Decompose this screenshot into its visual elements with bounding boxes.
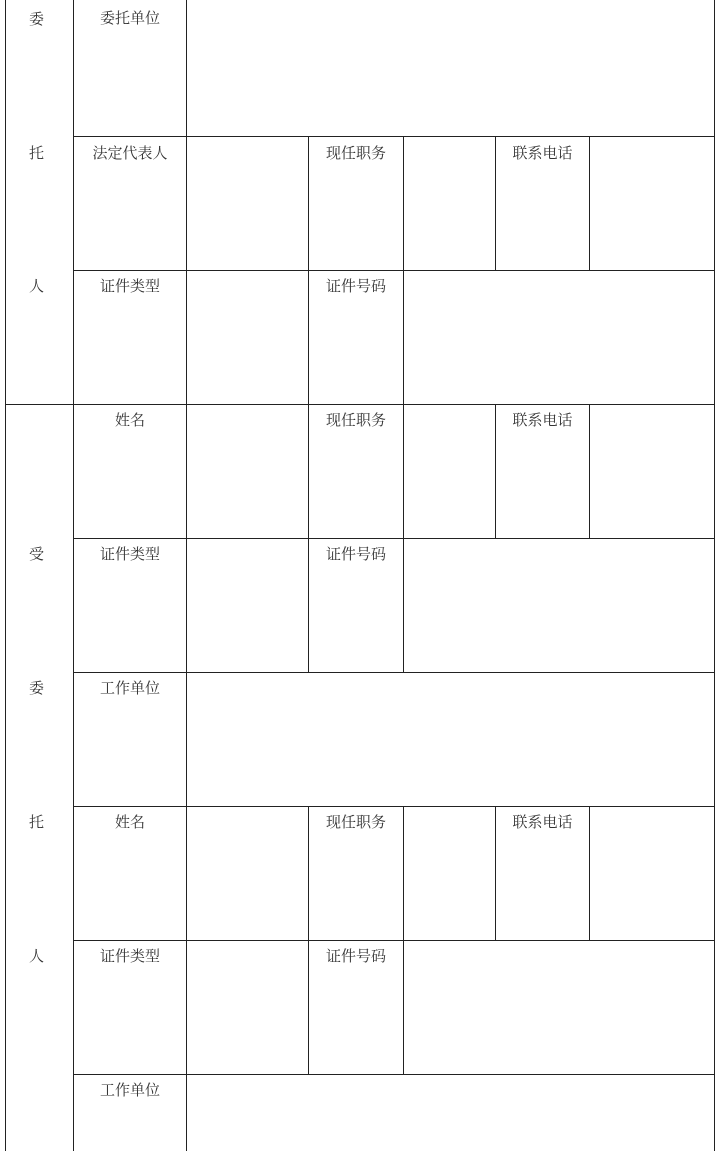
principal-side-char: 托 (28, 144, 44, 162)
agent1-name-label: 姓名 (114, 411, 145, 429)
col-line (308, 136, 309, 404)
col-line (308, 806, 309, 1074)
principal-idtype-label: 证件类型 (99, 277, 160, 295)
agent-side-char: 托 (28, 813, 44, 831)
agent2-name-field[interactable] (187, 807, 308, 940)
principal-phone-label: 联系电话 (512, 144, 573, 162)
agent2-idnum-label: 证件号码 (325, 947, 386, 965)
principal-idnum-label: 证件号码 (325, 277, 386, 295)
col-line (308, 404, 309, 672)
agent2-idtype-field[interactable] (187, 941, 308, 1074)
principal-side-char: 委 (28, 10, 44, 28)
principal-side-char: 人 (28, 277, 44, 295)
agent2-phone-field[interactable] (590, 807, 714, 940)
agent1-idnum-field[interactable] (404, 539, 714, 672)
agent1-phone-label: 联系电话 (512, 411, 573, 429)
table-border-left (5, 0, 6, 1151)
table-divider-side (73, 0, 74, 1151)
table-border-right (714, 0, 715, 1151)
agent-side-char: 受 (28, 545, 44, 563)
agent1-name-field[interactable] (187, 405, 308, 538)
agent2-work-field[interactable] (187, 1075, 714, 1151)
agent2-phone-label: 联系电话 (512, 813, 573, 831)
principal-rep-label: 法定代表人 (92, 144, 168, 162)
agent1-idtype-field[interactable] (187, 539, 308, 672)
agent1-work-label: 工作单位 (99, 679, 160, 697)
agent2-idtype-label: 证件类型 (99, 947, 160, 965)
agent2-work-label: 工作单位 (99, 1081, 160, 1099)
principal-unit-label: 委托单位 (99, 9, 160, 27)
agent2-idnum-field[interactable] (404, 941, 714, 1074)
agent2-name-label: 姓名 (114, 813, 145, 831)
agent2-position-label: 现任职务 (325, 813, 386, 831)
agent1-idtype-label: 证件类型 (99, 545, 160, 563)
agent1-phone-field[interactable] (590, 405, 714, 538)
principal-unit-field[interactable] (187, 1, 714, 136)
agent-side-char: 委 (28, 679, 44, 697)
principal-position-field[interactable] (404, 137, 495, 270)
agent1-position-field[interactable] (404, 405, 495, 538)
agent2-position-field[interactable] (404, 807, 495, 940)
principal-idnum-field[interactable] (404, 271, 714, 404)
agent1-position-label: 现任职务 (325, 411, 386, 429)
agent1-idnum-label: 证件号码 (325, 545, 386, 563)
principal-idtype-field[interactable] (187, 271, 308, 404)
agent-side-char: 人 (28, 947, 44, 965)
principal-position-label: 现任职务 (325, 144, 386, 162)
principal-phone-field[interactable] (590, 137, 714, 270)
agent1-work-field[interactable] (187, 673, 714, 806)
principal-rep-field[interactable] (187, 137, 308, 270)
